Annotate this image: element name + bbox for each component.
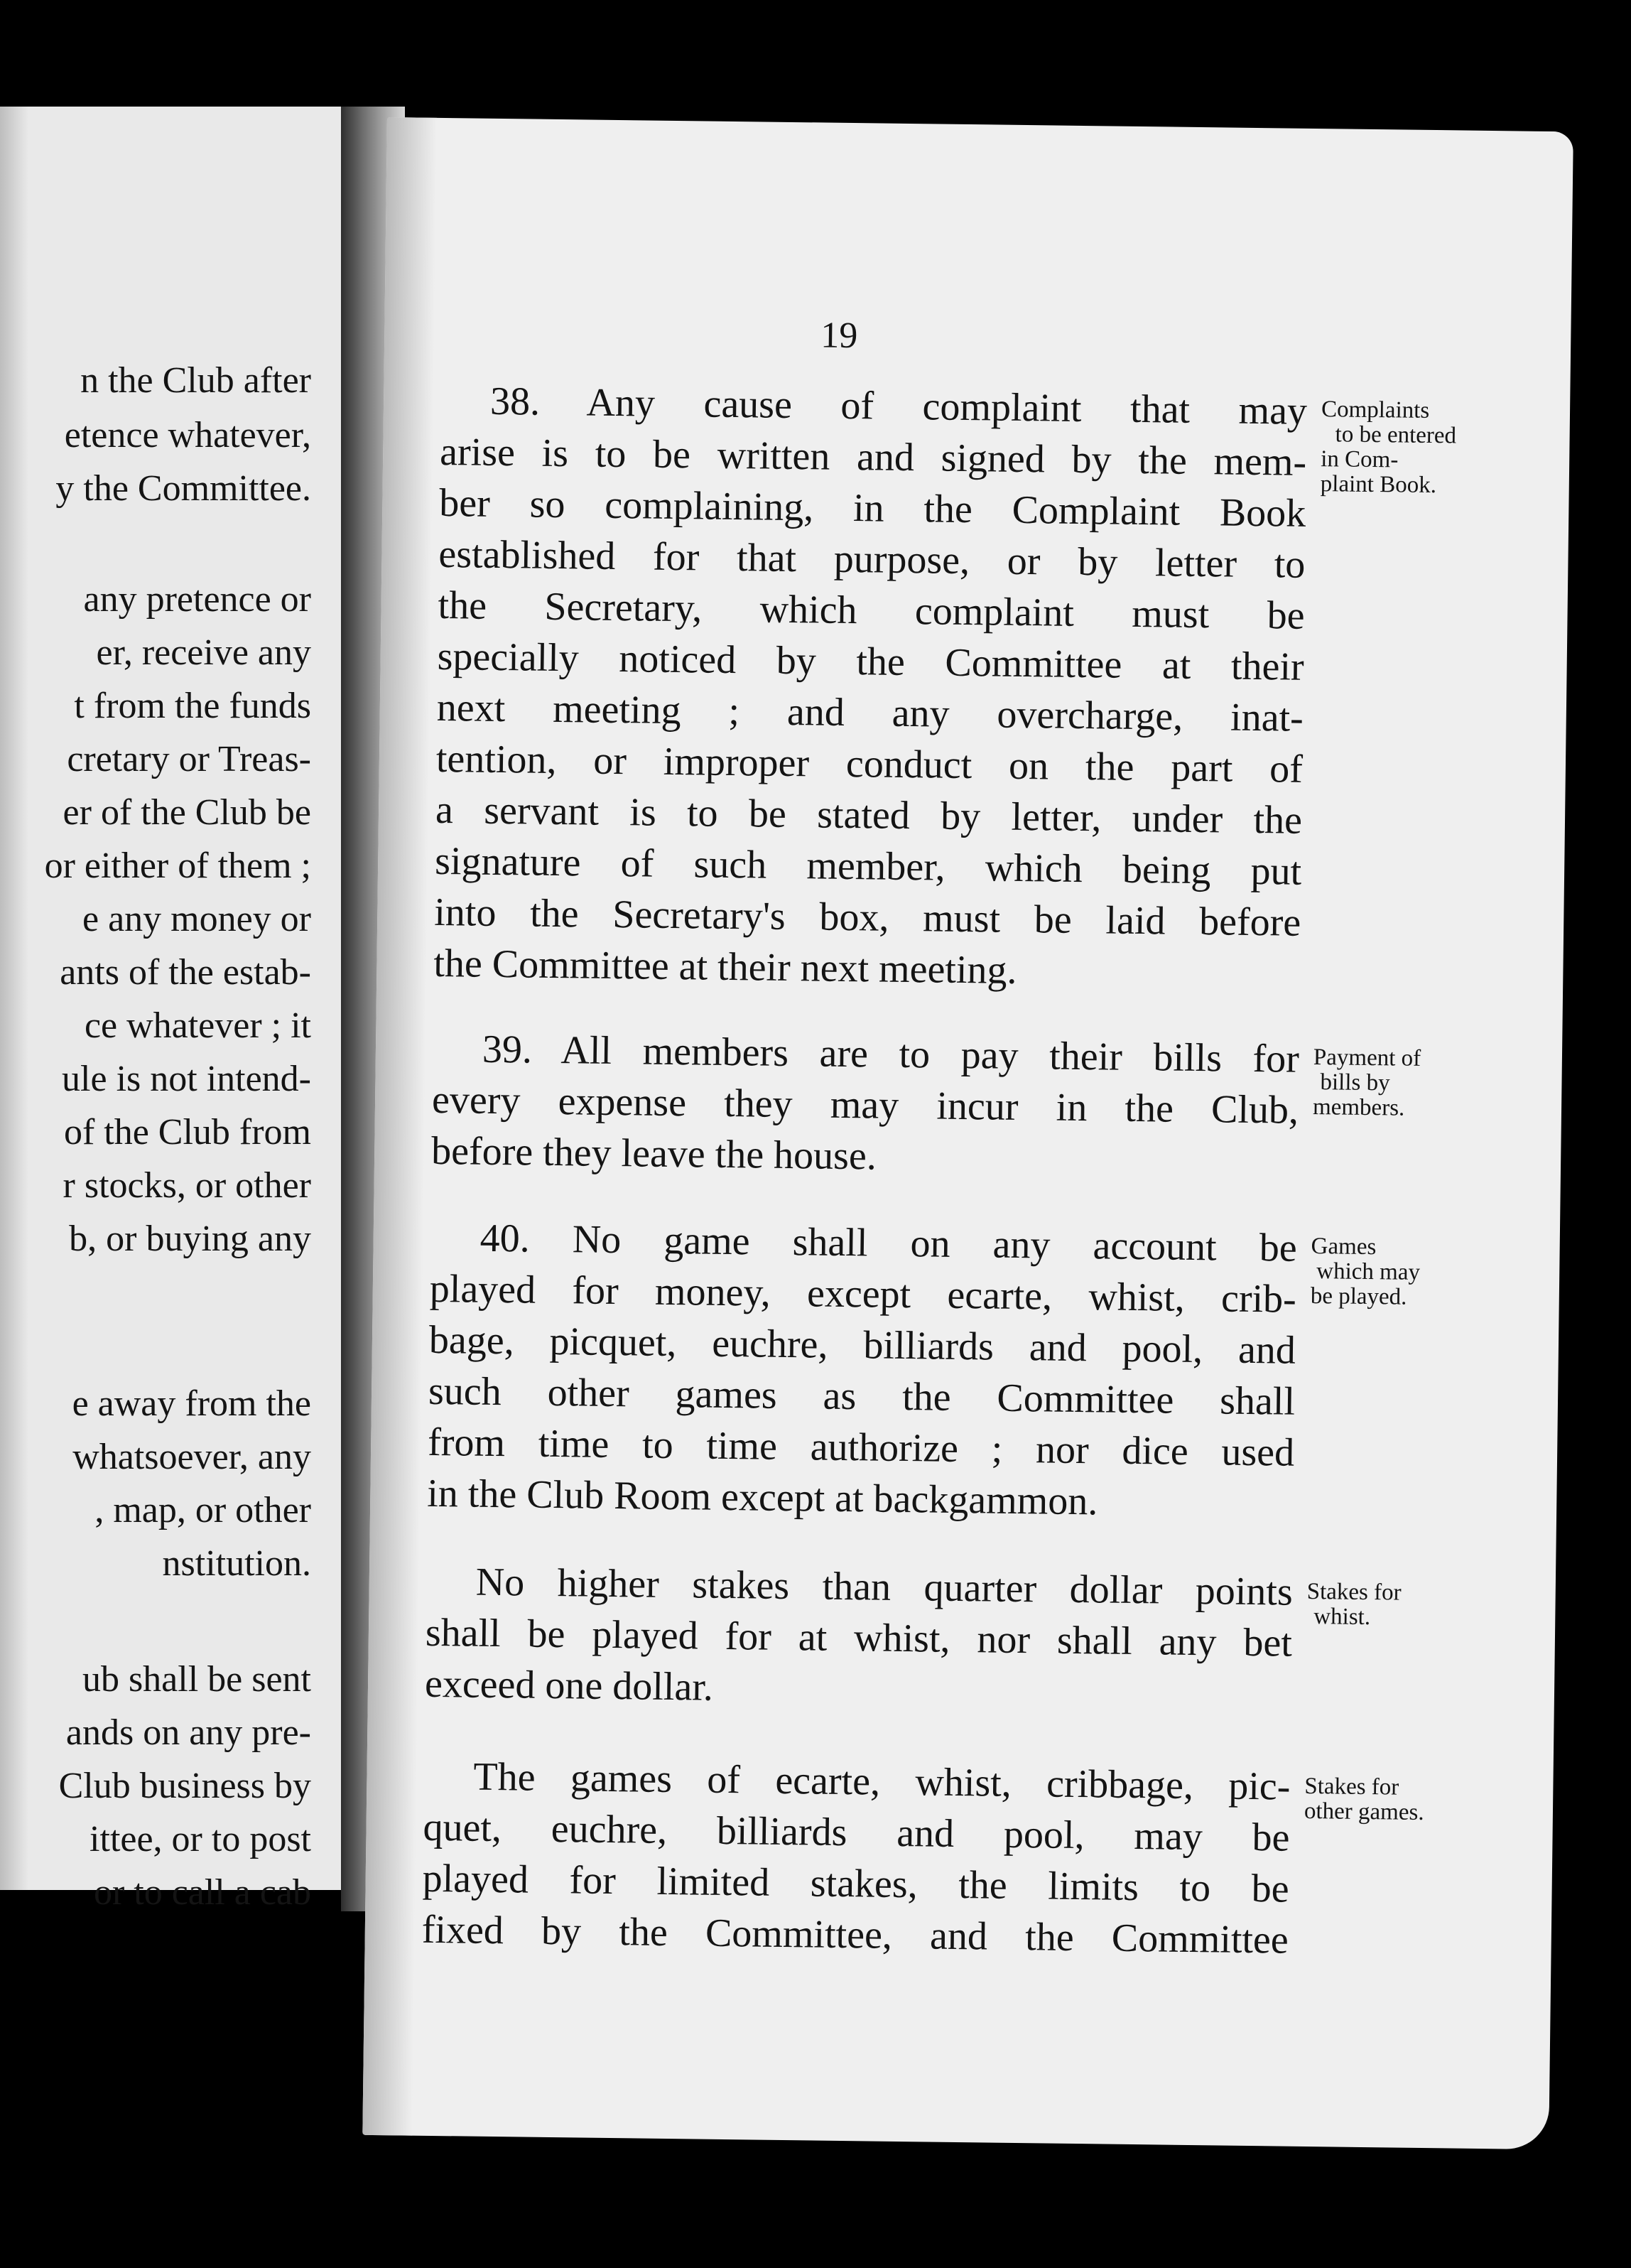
whist-stakes-line: shall be played for at whist, nor shall any bet	[425, 1610, 1293, 1665]
other-stakes-line: fixed by the Committee, and the Committee	[421, 1907, 1289, 1962]
margin-note-line: Stakes for	[1306, 1578, 1402, 1606]
left-line: r stocks, or other	[63, 1165, 311, 1206]
margin-note-complaints	[1321, 397, 1457, 498]
rule-39-line: every expense they may incur in the Club,	[431, 1077, 1299, 1133]
left-line: , map, or other	[94, 1490, 311, 1530]
left-line: e away from the	[72, 1383, 311, 1424]
other-stakes-line: played for limited stakes, the limits to be	[422, 1856, 1290, 1911]
rule-38-line: the Secretary, which complaint must be	[438, 583, 1305, 638]
rule-38-line: arise is to be written and signed by the mem-	[439, 429, 1307, 485]
left-line: nstitution.	[162, 1543, 311, 1584]
left-line: any pretence or	[83, 579, 311, 620]
left-line: er, receive any	[96, 632, 311, 673]
margin-note-line: Payment of	[1313, 1044, 1421, 1071]
whist-stakes-line: No higher stakes than quarter dollar points	[475, 1560, 1294, 1614]
left-line: e any money or	[82, 899, 311, 939]
left-line: y the Committee.	[55, 468, 311, 509]
rule-40-line: such other games as the Committee shall	[428, 1368, 1296, 1424]
margin-note-line: Stakes for	[1304, 1773, 1399, 1800]
left-line: ants of the estab-	[60, 952, 311, 993]
rule-38-line: next meeting ; and any overcharge, inat-	[436, 685, 1304, 740]
margin-note-line: be played.	[1310, 1283, 1407, 1310]
margin-note-stakes-other	[1304, 1774, 1424, 1825]
rule-40-line: 40. No game shall on any account be	[479, 1216, 1298, 1270]
margin-note-line: which may	[1316, 1258, 1421, 1285]
margin-note-line: members.	[1312, 1094, 1405, 1121]
left-line: n the Club after	[80, 360, 311, 401]
left-line: b, or buying any	[69, 1219, 311, 1259]
left-line: whatsoever, any	[72, 1437, 311, 1477]
rule-38-line: 38. Any cause of complaint that may	[489, 379, 1308, 433]
margin-note-games	[1311, 1234, 1421, 1310]
rule-39-line: before they leave the house.	[430, 1128, 877, 1179]
left-line: er of the Club be	[63, 792, 311, 833]
left-line: ands on any pre-	[65, 1712, 311, 1753]
margin-note-line: plaint Book.	[1320, 471, 1437, 499]
rule-38-line: signature of such member, which being put	[434, 838, 1302, 894]
rule-40-line: played for money, except ecarte, whist, crib-	[429, 1266, 1297, 1322]
rule-38-line: the Committee at their next meeting.	[433, 941, 1017, 993]
left-line: ittee, or to post	[90, 1819, 311, 1859]
left-line: t from the funds	[74, 686, 311, 726]
left-line: of the Club from	[63, 1112, 311, 1152]
whist-stakes-line: exceed one dollar.	[424, 1661, 714, 1710]
margin-note-line: bills by	[1320, 1069, 1390, 1096]
rule-38-line: a servant is to be stated by letter, under the	[435, 787, 1303, 843]
other-stakes-line: quet, euchre, billiards and pool, may be	[423, 1805, 1290, 1860]
right-page	[362, 117, 1573, 2149]
margin-note-line: to be entered	[1335, 421, 1457, 449]
rule-38-line: established for that purpose, or by letter to	[438, 531, 1306, 587]
margin-note-line: Games	[1311, 1233, 1377, 1260]
rule-40-line: in the Club Room except at backgammon.	[426, 1471, 1098, 1524]
left-line: or to call a cab	[93, 1872, 311, 1913]
rule-38-line: ber so complaining, in the Complaint Book	[438, 480, 1306, 536]
margin-note-stakes-whist	[1306, 1580, 1402, 1631]
rule-40-line: bage, picquet, euchre, billiards and pool, and	[428, 1317, 1296, 1373]
margin-note-payment	[1313, 1045, 1421, 1121]
rule-39-line: 39. All members are to pay their bills for	[482, 1027, 1300, 1081]
left-line: cretary or Treas-	[67, 739, 311, 779]
left-line: Club business by	[58, 1766, 311, 1806]
rule-40-line: from time to time authorize ; nor dice used	[427, 1420, 1295, 1475]
left-page-shadow	[0, 107, 28, 1890]
rule-38-line: specially noticed by the Committee at their	[437, 634, 1305, 689]
left-page	[0, 107, 354, 1913]
margin-note-line: whist.	[1313, 1604, 1371, 1631]
left-line: etence whatever,	[64, 415, 311, 455]
margin-note-line: in Com-	[1321, 446, 1399, 473]
left-line: ce whatever ; it	[84, 1005, 311, 1046]
margin-note-line: other games.	[1304, 1798, 1424, 1826]
other-stakes-line: The games of ecarte, whist, cribbage, pic-	[473, 1754, 1291, 1809]
rule-38-line: into the Secretary's box, must be laid before	[433, 890, 1301, 945]
page-number: 19	[820, 315, 858, 357]
left-line: ule is not intend-	[62, 1059, 311, 1099]
rule-38-line: tention, or improper conduct on the part of	[435, 736, 1304, 792]
margin-note-line: Complaints	[1321, 396, 1430, 423]
left-line: ub shall be sent	[82, 1659, 311, 1700]
left-line: or either of them ;	[44, 846, 311, 886]
